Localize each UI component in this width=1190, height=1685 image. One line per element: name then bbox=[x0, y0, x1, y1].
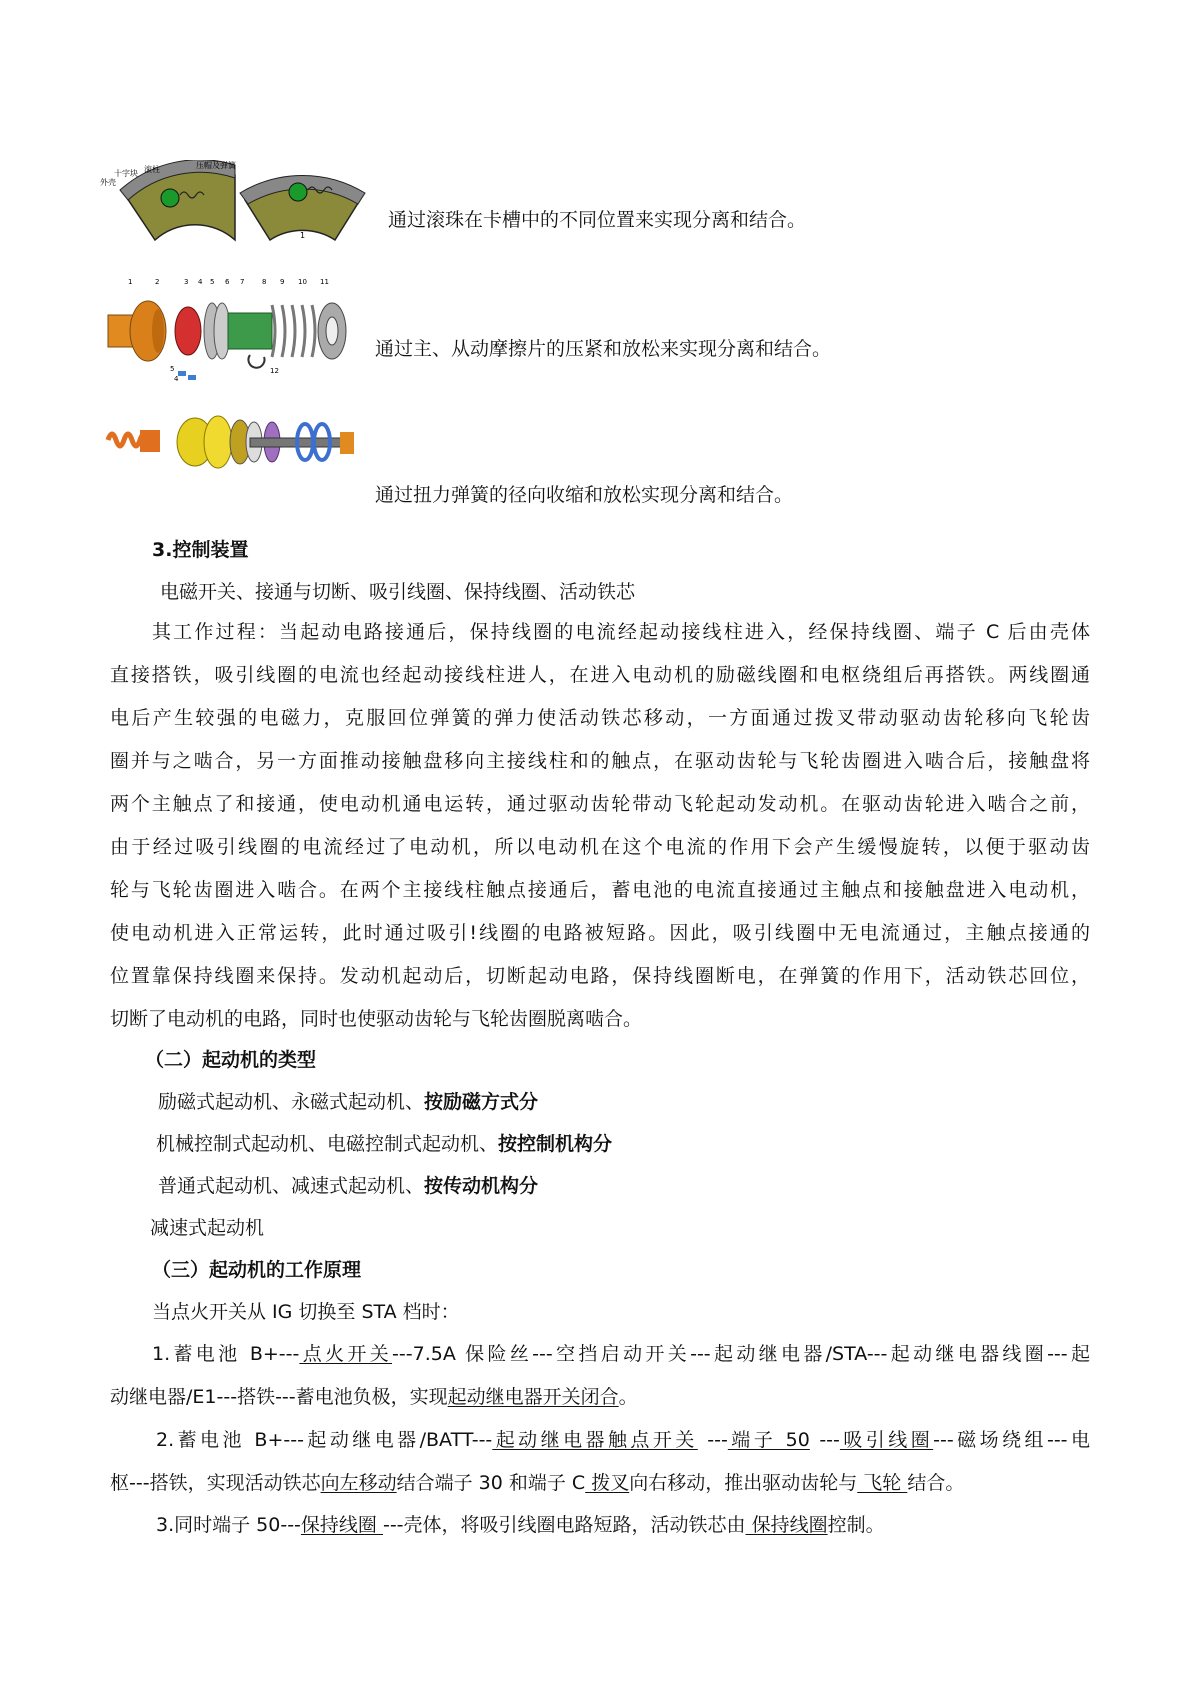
section-heading-working-principle: （三）起动机的工作原理 bbox=[152, 1259, 362, 1281]
principle-step-1-line-2: 动继电器/E1---搭铁---蓄电池负极，实现起动继电器开关闭合。 bbox=[110, 1386, 638, 1408]
label-outer: 外壳 bbox=[100, 178, 116, 187]
label-mark: 1 bbox=[300, 231, 306, 240]
underlined-term: 端子 50 bbox=[727, 1429, 810, 1451]
paragraph-line: 两个主触点了和接通，使电动机通电运转，通过驱动齿轮带动飞轮起动发动机。在驱动齿轮进入啮合之前， bbox=[110, 793, 1090, 815]
part-number: 8 bbox=[262, 278, 267, 286]
figure-caption: 通过滚珠在卡槽中的不同位置来实现分离和结合。 bbox=[388, 209, 807, 231]
part-number: 10 bbox=[298, 278, 307, 286]
underlined-term: 向左移动 bbox=[320, 1472, 397, 1494]
section-heading-starter-types: （二）起动机的类型 bbox=[145, 1049, 317, 1071]
type-row bbox=[158, 1174, 538, 1198]
underlined-term: 拨叉 bbox=[585, 1472, 630, 1494]
label-spring: 压帽及弹簧 bbox=[196, 161, 236, 170]
paragraph-line: 位置靠保持线圈来保持。发动机起动后，切断起动电路，保持线圈断电，在弹簧的作用下，活动铁芯回位， bbox=[110, 965, 1090, 987]
label-roller: 滚柱 bbox=[144, 165, 160, 174]
figure-caption: 通过主、从动摩擦片的压紧和放松来实现分离和结合。 bbox=[375, 338, 832, 360]
paragraph-line: 切断了电动机的电路，同时也使驱动齿轮与飞轮齿圈脱离啮合。 bbox=[110, 1008, 643, 1030]
part-number: 7 bbox=[240, 278, 245, 286]
type-row-text: 机械控制式起动机、电磁控制式起动机、 bbox=[156, 1133, 499, 1155]
underlined-term: 起动继电器开关闭合 bbox=[447, 1386, 619, 1408]
friction-clutch-illustration bbox=[100, 275, 380, 390]
part-number: 2 bbox=[155, 278, 160, 286]
part-number: 11 bbox=[320, 278, 329, 286]
part-number: 6 bbox=[225, 278, 230, 286]
underlined-term: 保持线圈 bbox=[745, 1514, 828, 1536]
part-number: 4 bbox=[198, 278, 203, 286]
type-row-criterion: 按传动机构分 bbox=[424, 1175, 539, 1197]
section-heading-control-device: 3.控制装置 bbox=[152, 539, 249, 561]
principle-intro: 当点火开关从 IG 切换至 STA 档时： bbox=[152, 1301, 460, 1323]
underlined-term: 点火开关 bbox=[299, 1343, 393, 1365]
principle-step-1-line-1: 1.蓄电池 B+---点火开关---7.5A 保险丝---空挡启动开关---起动继电器/STA---起动继电器线圈---起 bbox=[152, 1343, 1090, 1365]
paragraph-line: 直接搭铁，吸引线圈的电流也经起动接线柱进人，在进入电动机的励磁线圈和电枢绕组后再搭铁。两线圈通 bbox=[110, 664, 1090, 686]
roller-clutch-illustration bbox=[100, 160, 370, 260]
part-number: 3 bbox=[184, 278, 189, 286]
spring-clutch-illustration bbox=[100, 410, 380, 490]
underlined-term: 保持线圈 bbox=[300, 1514, 383, 1536]
underlined-term: 起动继电器触点开关 bbox=[492, 1429, 698, 1451]
label-cross: 十字块 bbox=[114, 169, 138, 178]
principle-step-3: 3.同时端子 50---保持线圈 ---壳体，将吸引线圈电路短路，活动铁芯由 保持线圈控制。 bbox=[156, 1514, 885, 1536]
principle-step-2-line-2: 枢---搭铁，实现活动铁芯向左移动结合端子 30 和端子 C 拨叉向右移动，推出驱动齿轮与 飞轮 结合。 bbox=[110, 1472, 965, 1494]
paragraph-line: 由于经过吸引线圈的电流经过了电动机，所以电动机在这个电流的作用下会产生缓慢旋转，以便于驱动齿 bbox=[110, 836, 1090, 858]
type-row-text: 普通式起动机、减速式起动机、 bbox=[158, 1175, 425, 1197]
type-row-criterion: 按控制机构分 bbox=[498, 1133, 613, 1155]
part-number: 9 bbox=[280, 278, 285, 286]
type-row-text: 励磁式起动机、永磁式起动机、 bbox=[158, 1091, 425, 1113]
principle-step-2-line-1: 2.蓄电池 B+---起动继电器/BATT---起动继电器触点开关 ---端子 50 ---吸引线圈---磁场绕组---电 bbox=[156, 1429, 1090, 1451]
part-number: 5 bbox=[170, 365, 175, 373]
part-number: 1 bbox=[128, 278, 133, 286]
type-row-criterion: 按励磁方式分 bbox=[424, 1091, 539, 1113]
part-number: 12 bbox=[270, 367, 279, 375]
paragraph-line: 轮与飞轮齿圈进入啮合。在两个主接线柱触点接通后，蓄电池的电流直接通过主触点和接触盘进入电动机， bbox=[110, 879, 1090, 901]
underlined-term: 吸引线圈 bbox=[839, 1429, 934, 1451]
components-list: 电磁开关、接通与切断、吸引线圈、保持线圈、活动铁芯 bbox=[160, 581, 636, 603]
figure-caption: 通过扭力弹簧的径向收缩和放松实现分离和结合。 bbox=[375, 484, 794, 506]
part-number: 4 bbox=[174, 375, 179, 383]
underlined-term: 飞轮 bbox=[857, 1472, 908, 1494]
type-extra: 减速式起动机 bbox=[150, 1217, 265, 1239]
paragraph-line: 其工作过程：当起动电路接通后，保持线圈的电流经起动接线柱进入，经保持线圈、端子 C 后由壳体 bbox=[152, 621, 1090, 643]
part-number: 5 bbox=[210, 278, 215, 286]
type-row bbox=[158, 1090, 538, 1114]
paragraph-line: 圈并与之啮合，另一方面推动接触盘移向主接线柱和的触点，在驱动齿轮与飞轮齿圈进入啮合后，接触盘将 bbox=[110, 750, 1090, 772]
type-row bbox=[156, 1132, 612, 1156]
paragraph-line: 电后产生较强的电磁力，克服回位弹簧的弹力使活动铁芯移动，一方面通过拨叉带动驱动齿轮移向飞轮齿 bbox=[110, 707, 1090, 729]
paragraph-line: 使电动机进入正常运转，此时通过吸引!线圈的电路被短路。因此，吸引线圈中无电流通过，主触点接通的 bbox=[110, 922, 1090, 944]
